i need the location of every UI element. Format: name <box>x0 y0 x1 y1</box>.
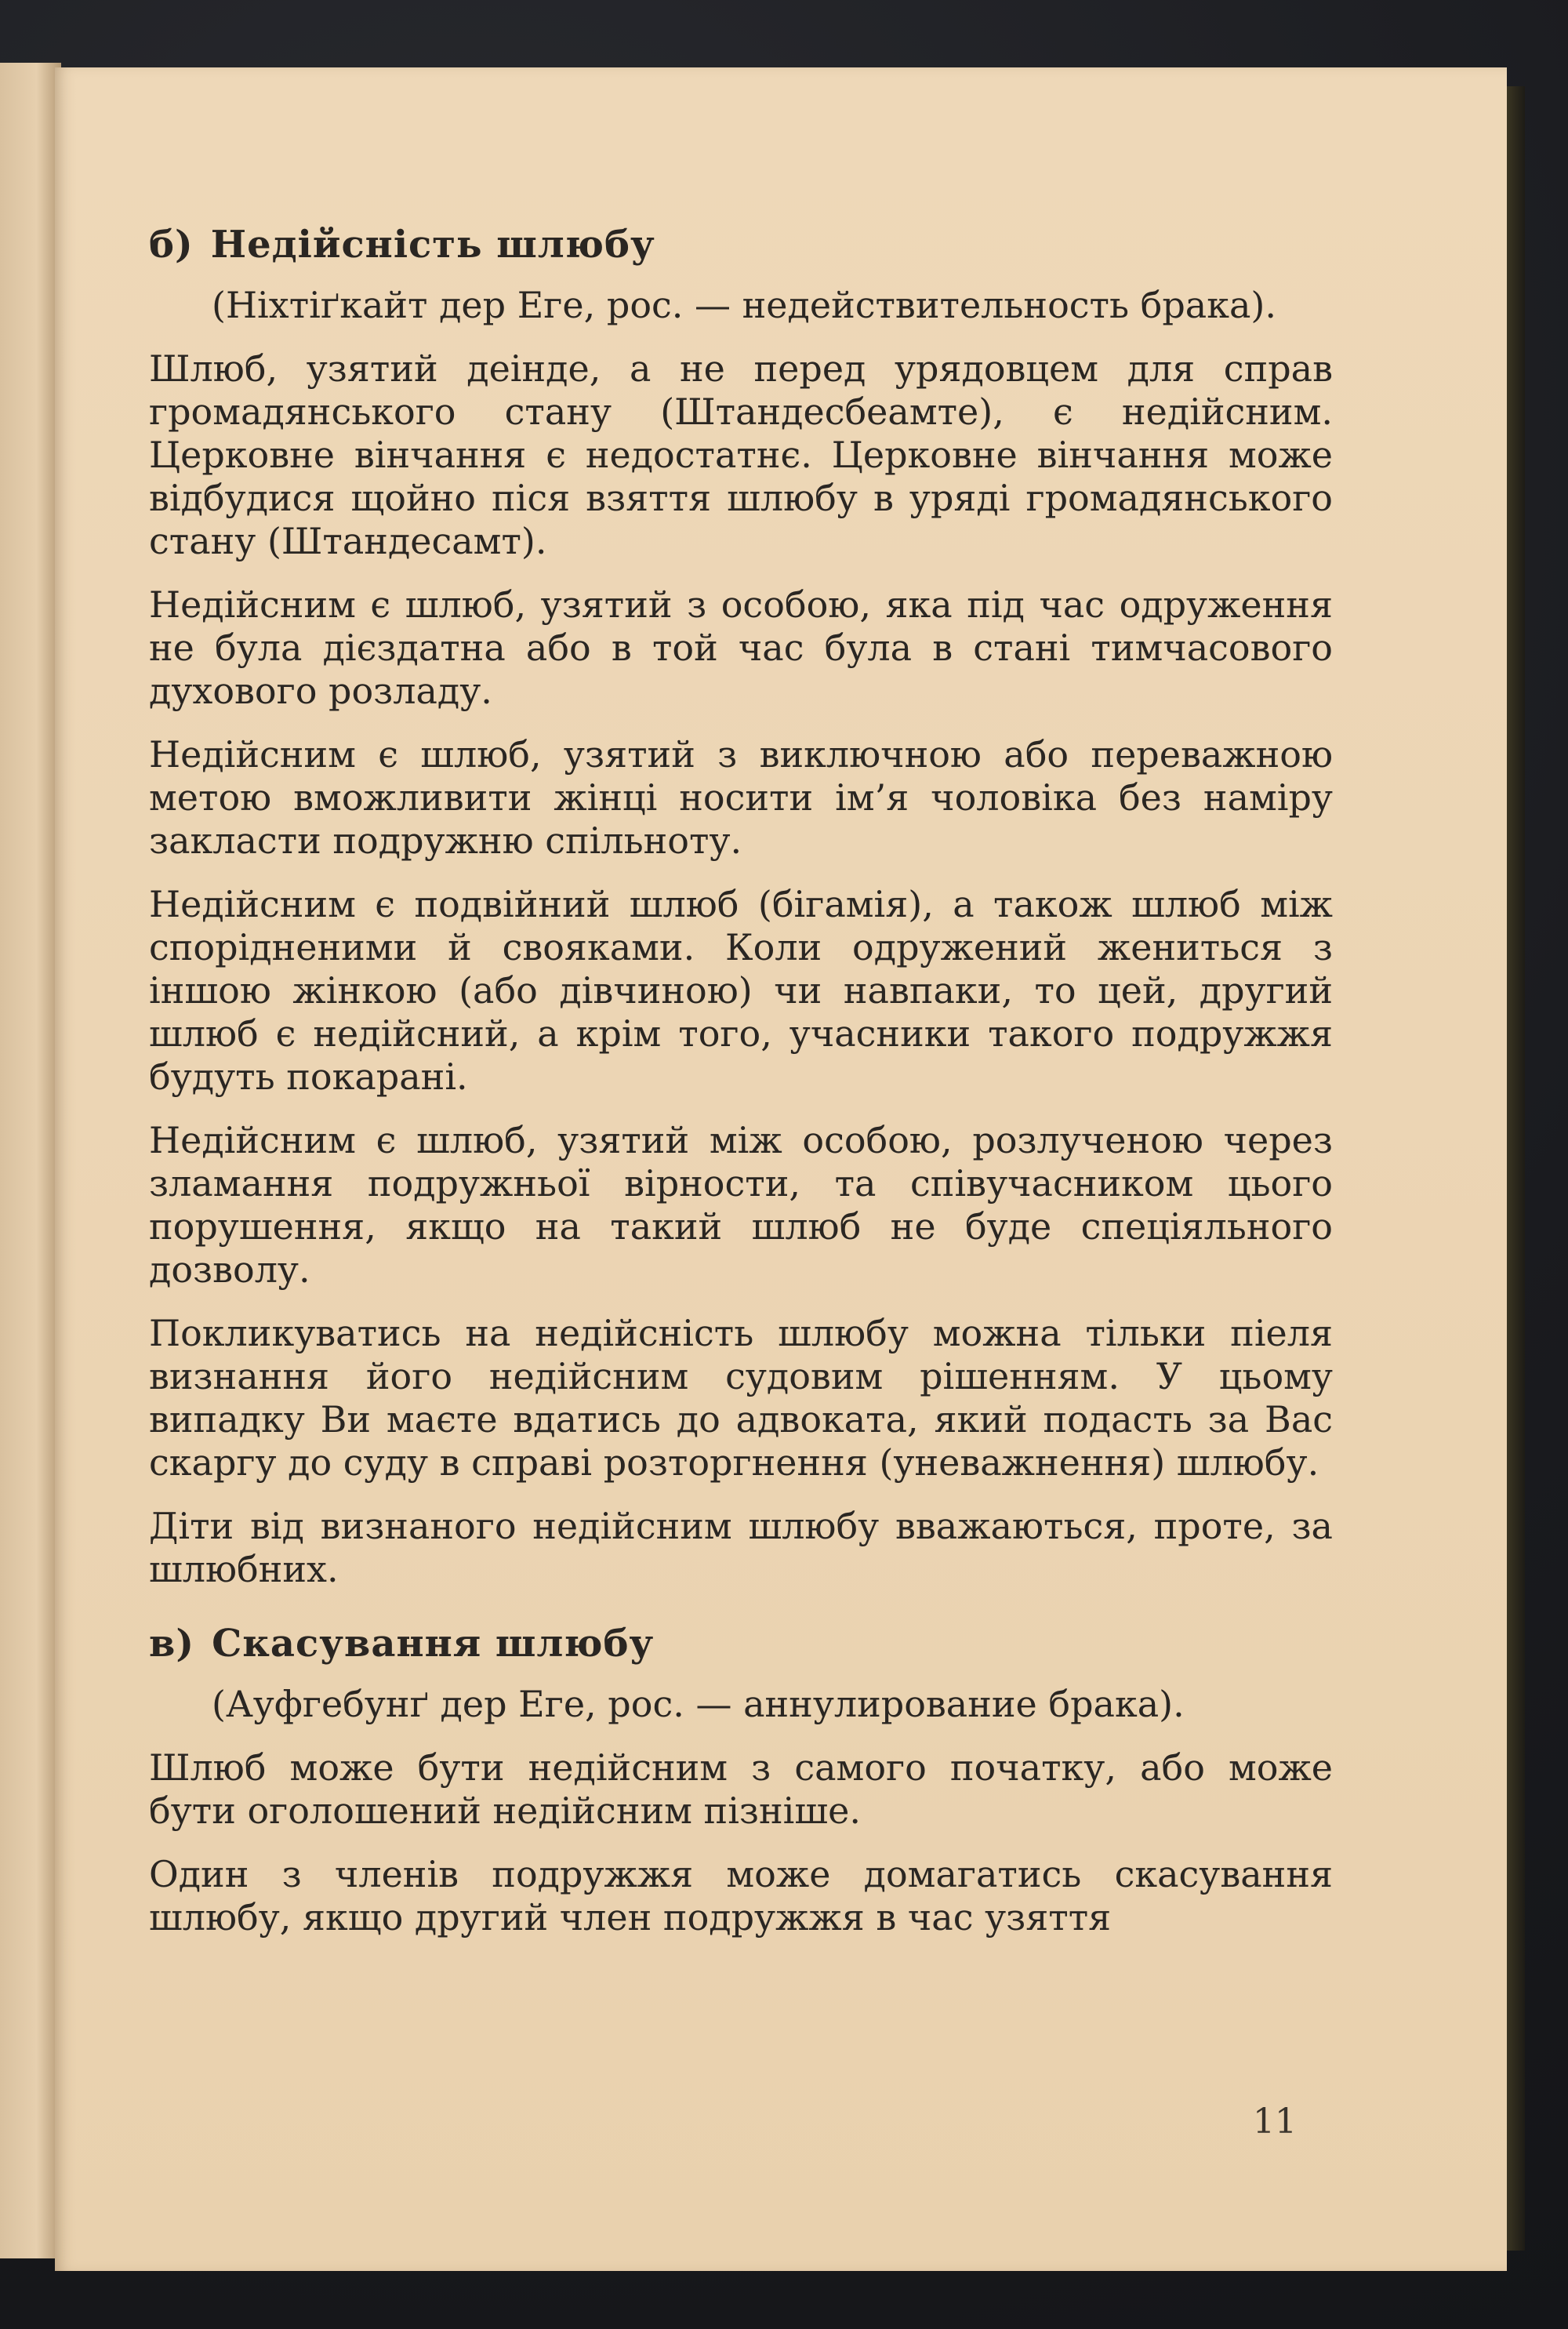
section-heading-annulment <box>149 1622 1333 1666</box>
paragraph: Недійсним є шлюб, узятий між особою, розлученою через зламання подружньої вірности, та співучасником цього порушення, якщо на такий шлюб не буде спеціяльного дозволу. <box>149 1119 1333 1291</box>
section-title: Недійсність шлюбу <box>210 223 655 267</box>
page-number: 11 <box>1253 2102 1297 2142</box>
paragraph: Покликуватись на недійсність шлюбу можна тільки піеля визнання його недійсним судовим рішенням. У цьому випадку Ви маєте вдатись до адвоката, який подасть за Вас скаргу до суду в справі розторгнення (уневажнення) шлюбу. <box>149 1312 1333 1484</box>
paragraph: Недійсним є шлюб, узятий з особою, яка під час одруження не була дієздатна або в той час була в стані тимчасового духового розладу. <box>149 583 1333 712</box>
paragraph: Діти від визнаного недійсним шлюбу вважаються, проте, за шлюбних. <box>149 1505 1333 1590</box>
section-heading-invalidity <box>149 223 1333 267</box>
page-text <box>149 223 1333 1960</box>
section-gloss: (Ауфгебунґ дер Еге, рос. — аннулирование брака). <box>212 1683 1185 1725</box>
section-title: Скасування шлюбу <box>212 1622 655 1666</box>
adjacent-page-edge <box>0 63 61 2258</box>
paragraph: Недійсним є подвійний шлюб (бігамія), а також шлюб між спорідненими й свояками. Коли одружений жениться з іншою жінкою (або дівчиною) чи навпаки, то цей, другий шлюб є недійсний, а крім того, учасники такого подружжя будуть покарані. <box>149 883 1333 1098</box>
section-gloss: (Ніхтіґкайт дер Еге, рос. — недействительность брака). <box>212 284 1276 326</box>
paragraph: Один з членів подружжя може домагатись скасування шлюбу, якщо другий член подружжя в час узяття <box>149 1853 1333 1938</box>
paragraph: Шлюб може бути недійсним з самого початку, або може бути оголошений недійсним пізніше. <box>149 1746 1333 1832</box>
paragraph: Шлюб, узятий деінде, а не перед урядовцем для справ громадянського стану (Штандесбеамте), є недійсним. Церковне вінчання є недостатнє. Церковне вінчання може відбудися щойно піся взяття шлюбу в уряді громадянського стану (Штандесамт). <box>149 347 1333 562</box>
section-label: б) <box>149 223 194 267</box>
section-label: в) <box>149 1622 195 1666</box>
paragraph: Недійсним є шлюб, узятий з виключною або переважною метою вможливити жінці носити ім’я чоловіка без наміру закласти подружню спільноту. <box>149 733 1333 862</box>
